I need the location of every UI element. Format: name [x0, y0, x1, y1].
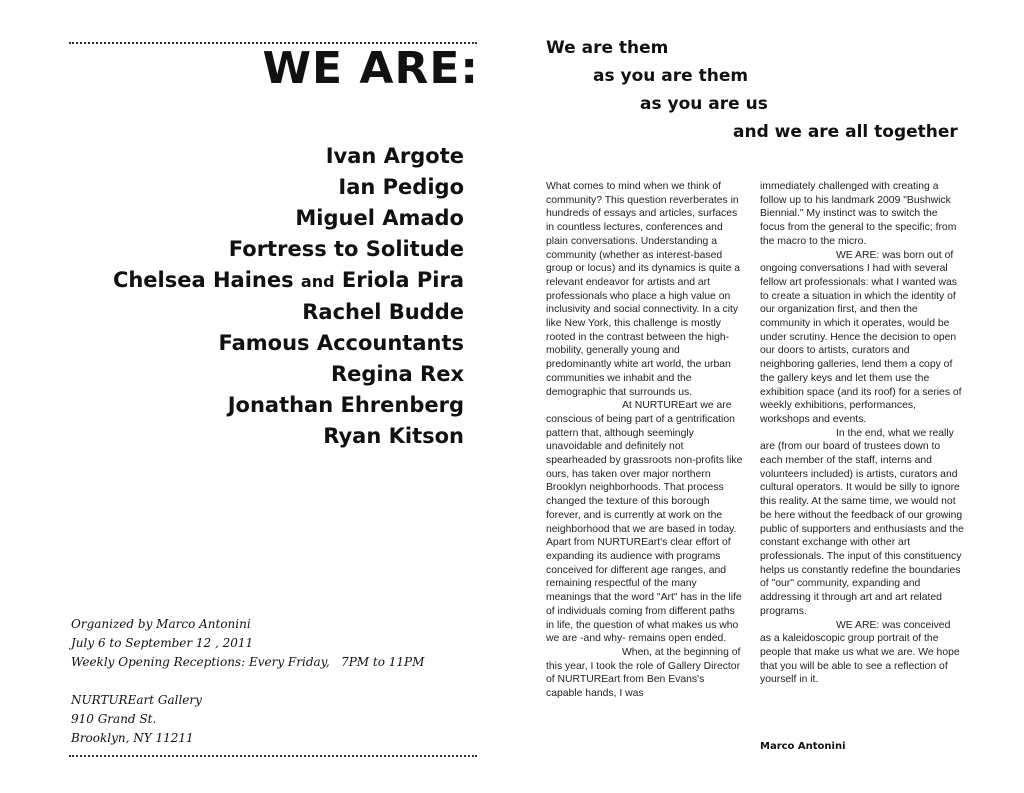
- gallery-address: [71, 691, 202, 748]
- artist-name: Miguel Amado: [295, 206, 464, 230]
- essay-paragraph: What comes to mind when we think of community? This question reverberates in hundreds of essays and articles, surfaces in countless lectures, conferences and plain conversations. Understanding a community (whether as interest-based group or locus) and its dynamics is quite a relevant endeavor for artists and art professionals who place a high value on inclusivity and social connectivity. In a city like New York, this challenge is mostly rooted in the contrast between the high-mobility, generally young and predominantly white art world, the urban communities we inhabit and the demographic that surrounds us.: [546, 181, 741, 398]
- author-signature: Marco Antonini: [760, 741, 846, 752]
- artist-name: Eriola Pira: [341, 268, 464, 292]
- gallery-city: Brooklyn, NY 11211: [71, 731, 194, 745]
- gallery-street: 910 Grand St.: [71, 712, 157, 726]
- organized-by: Organized by Marco Antonini: [71, 617, 251, 631]
- bottom-divider: [69, 755, 477, 757]
- artist-name: Rachel Budde: [302, 300, 464, 324]
- poem-line: as you are them: [593, 66, 749, 86]
- opening-receptions: Weekly Opening Receptions: Every Friday, 7PM to 11PM: [71, 655, 425, 669]
- artist-pair: [69, 265, 464, 297]
- poem-line: as you are us: [640, 94, 768, 114]
- poem-line: We are them: [546, 38, 669, 58]
- artist-name: Chelsea Haines: [112, 268, 294, 292]
- artist-list: [69, 141, 464, 452]
- gallery-name: NURTUREart Gallery: [71, 693, 202, 707]
- essay-paragraph: At NURTUREart we are conscious of being part of a gentrification pattern that, although seemingly unavoidable and definitely not spearheaded by grassroots non-profits like ours, has taken over major northern Brooklyn neighborhoods. That process changed the texture of this borough forever, and is currently at work on the neighborhood that we are based in today. Apart from NURTUREart's clear effort of expanding its audience with programs conceived for different age ranges, and remaining respectful of the many meanings that the word "Art" has in the life of individuals coming from different paths in life, the question of what makes us who we are -and why- remains open ended.: [546, 400, 743, 645]
- event-info: [71, 615, 424, 672]
- artist-name: Regina Rex: [330, 362, 464, 386]
- essay-paragraph: immediately challenged with creating a follow up to his landmark 2009 "Bushwick Biennial." My instinct was to switch the focus from the general to the specific; from the macro to the micro.: [760, 181, 957, 247]
- exhibition-dates: July 6 to September 12 , 2011: [71, 636, 254, 650]
- artist-name: Fortress to Solitude: [228, 237, 464, 261]
- essay-paragraph: In the end, what we really are (from our board of trustees down to each member of the staff, interns and volunteers included) is artists, curators and cultural operators. It would be silly to ignore this reality. At the same time, we would not be here without the feedback of our growing public of supporters and enthusiasts and the constant exchange with other art professionals. The input of this constituency helps us constantly redefine the boundaries of "our" community, expanding and addressing it through art and art related programs.: [760, 427, 964, 617]
- essay-paragraph: WE ARE: was born out of ongoing conversations I had with several fellow art professionals: what I wanted was to create a situation in which the identity of our organization first, and then the community in which it operates, would be under scrutiny. Hence the decision to open our doors to artists, curators and neighboring galleries, lend them a copy of the gallery keys and let them use the exhibition space (and its roof) for a series of weekly exhibitions, performances, workshops and events.: [760, 249, 962, 425]
- artist-name: Ivan Argote: [325, 144, 464, 168]
- artist-name: Ryan Kitson: [323, 424, 464, 448]
- essay-paragraph: When, at the beginning of this year, I took the role of Gallery Director of NURTUREart from Ben Evans's capable hands, I was: [546, 646, 741, 700]
- essay-column-right: [760, 180, 964, 687]
- artist-name: Famous Accountants: [218, 331, 464, 355]
- artist-joiner: and: [300, 272, 335, 291]
- essay-column-left: [546, 180, 743, 701]
- artist-name: Ian Pedigo: [338, 175, 464, 199]
- essay-paragraph: WE ARE: was conceived as a kaleidoscopic group portrait of the people that make us what we are. We hope that you will be able to see a reflection of yourself in it.: [760, 619, 960, 686]
- artist-name: Jonathan Ehrenberg: [227, 393, 464, 417]
- poem-line: and we are all together: [733, 122, 958, 142]
- page-title: WE ARE:: [262, 43, 479, 94]
